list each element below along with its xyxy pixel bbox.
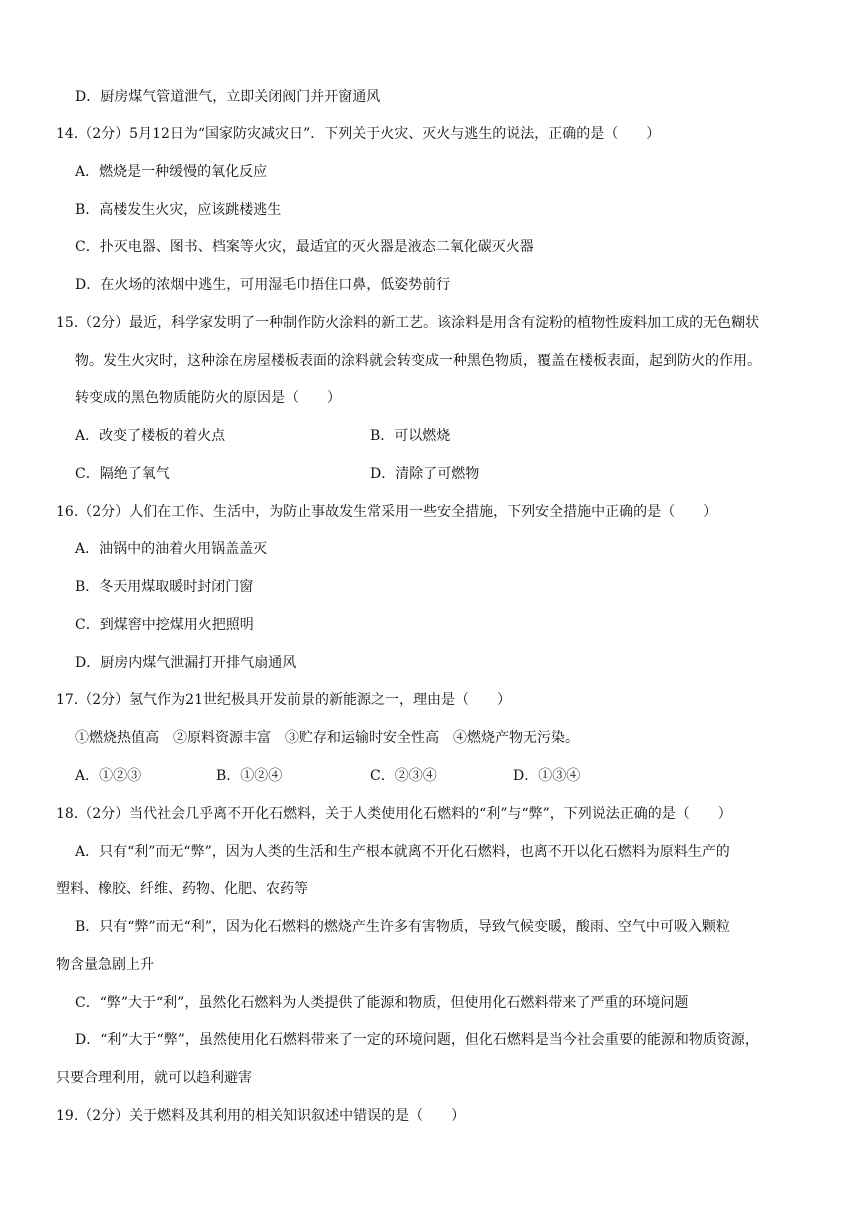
- q18-stem: 18.（2分）当代社会几乎离不开化石燃料，关于人类使用化石燃料的“利”与“弊”，下列说法正确的是（ ）: [56, 806, 732, 822]
- q18-option-b-line-2: 物含量急剧上升: [56, 957, 154, 973]
- q16-option-c: C．到煤窖中挖煤用火把照明: [75, 617, 254, 633]
- q17-option-c: C．②③④: [370, 768, 437, 784]
- q14-option-d: D．在火场的浓烟中逃生，可用湿毛巾捂住口鼻，低姿势前行: [75, 277, 451, 293]
- q17-option-d: D．①③④: [513, 768, 581, 784]
- q15-stem-line-1: 15.（2分）最近，科学家发明了一种制作防火涂料的新工艺。该涂料是用含有淀粉的植物性废料加工成的无色糊状: [56, 315, 760, 331]
- q16-stem: 16.（2分）人们在工作、生活中，为防止事故发生常采用一些安全措施，下列安全措施中正确的是（ ）: [56, 504, 718, 520]
- q15-option-a: A．改变了楼板的着火点: [75, 428, 226, 444]
- q15-option-c: C．隔绝了氧气: [75, 466, 170, 482]
- q18-option-c: C．“弊”大于“利”，虽然化石燃料为人类提供了能源和物质，但使用化石燃料带来了严重的环境问题: [75, 995, 689, 1011]
- q15-stem-line-3: 转变成的黑色物质能防火的原因是（ ）: [75, 390, 341, 406]
- q17-stem: 17.（2分）氢气作为21世纪极具开发前景的新能源之一，理由是（ ）: [56, 692, 511, 708]
- q18-option-d-line-1: D．“利”大于“弊”，虽然使用化石燃料带来了一定的环境问题，但化石燃料是当今社会重要的能源和物质资源，: [75, 1032, 759, 1048]
- q15-option-b: B．可以燃烧: [370, 428, 451, 444]
- q16-option-a: A．油锅中的油着火用锅盖盖灭: [75, 541, 268, 557]
- q14-option-b: B．高楼发生火灾，应该跳楼逃生: [75, 202, 282, 218]
- q14-stem: 14.（2分）5月12日为“国家防灾减灾日”．下列关于火灾、灭火与逃生的说法，正确的是（ ）: [56, 126, 661, 142]
- q13-option-d: D．厨房煤气管道泄气，立即关闭阀门并开窗通风: [75, 89, 381, 105]
- q18-option-a-line-1: A．只有“利”而无“弊”，因为人类的生活和生产根本就离不开化石燃料，也离不开以化石燃料为原料生产的: [75, 844, 730, 860]
- q19-stem: 19.（2分）关于燃料及其利用的相关知识叙述中错误的是（ ）: [56, 1108, 466, 1124]
- q16-option-b: B．冬天用煤取暖时封闭门窗: [75, 579, 254, 595]
- q17-option-a: A．①②③: [75, 768, 142, 784]
- q14-option-a: A．燃烧是一种缓慢的氧化反应: [75, 164, 268, 180]
- q17-items: ①燃烧热值高 ②原料资源丰富 ③贮存和运输时安全性高 ④燃烧产物无污染。: [75, 730, 579, 746]
- q18-option-b-line-1: B．只有“弊”而无“利”，因为化石燃料的燃烧产生许多有害物质，导致气候变暖，酸雨、空气中可吸入颗粒: [75, 919, 730, 935]
- q18-option-a-line-2: 塑料、橡胶、纤维、药物、化肥、农药等: [56, 881, 308, 897]
- q18-option-d-line-2: 只要合理利用，就可以趋利避害: [56, 1070, 252, 1086]
- q15-stem-line-2: 物。发生火灾时，这种涂在房屋楼板表面的涂料就会转变成一种黑色物质，覆盖在楼板表面，起到防火的作用。: [75, 353, 761, 369]
- q15-option-d: D．清除了可燃物: [370, 466, 480, 482]
- q14-option-c: C．扑灭电器、图书、档案等火灾，最适宜的灭火器是液态二氧化碳灭火器: [75, 239, 534, 255]
- q17-option-b: B．①②④: [216, 768, 283, 784]
- q16-option-d: D．厨房内煤气泄漏打开排气扇通风: [75, 655, 297, 671]
